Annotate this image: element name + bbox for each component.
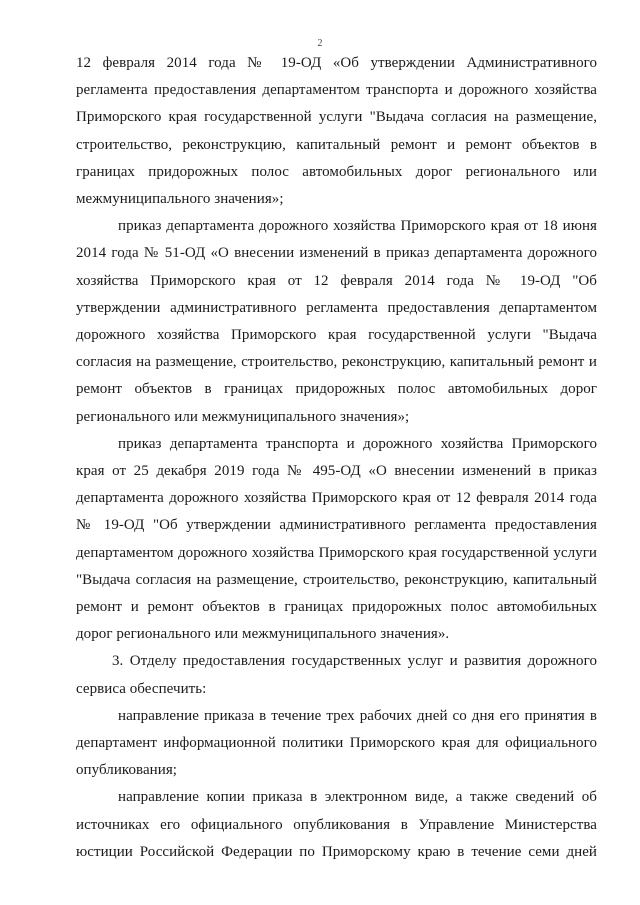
paragraph-item-3-copy: направление копии приказа в электронном виде, а также сведений об источниках его официального опубликования в Управление Министерства юстиции Российской Федерации по Приморскому краю в течение семи дней	[76, 789, 597, 860]
document-body	[76, 50, 597, 866]
page-number: 2	[317, 38, 323, 49]
paragraph-item-3-direction: направление приказа в течение трех рабочих дней со дня его принятия в департамент информационной политики Приморского края для официального опубликования;	[76, 707, 597, 779]
paragraph-order-2014-02-12: 12 февраля 2014 года № 19-ОД «Об утверждении Административного регламента предоставления департаментом транспорта и дорожного хозяйства Приморского края государственной услуги "Выдача согласия на размещение, строительство, реконструкцию, капитальный ремонт и ремонт объектов в границах придорожных полос автомобильных дорог регионального или межмуниципального значения»;	[76, 55, 597, 208]
paragraph-item-3: 3. Отделу предоставления государственных услуг и развития дорожного сервиса обеспечить:	[76, 653, 597, 697]
paragraph-order-2019-12-25: приказ департамента транспорта и дорожного хозяйства Приморского края от 25 декабря 2019 года № 495-ОД «О внесении изменений в приказ департамента дорожного хозяйства Приморского края от 12 февраля 2014 года № 19-ОД "Об утверждении административного регламента предоставления департаментом дорожного хозяйства Приморского края государственной услуги "Выдача согласия на размещение, строительство, реконструкцию, капитальный ремонт и ремонт объектов в границах придорожных полос автомобильных дорог регионального или межмуниципального значения».	[76, 435, 597, 643]
paragraph-order-2014-06-18: приказ департамента дорожного хозяйства Приморского края от 18 июня 2014 года № 51-ОД «О внесении изменений в приказ департамента дорожного хозяйства Приморского края от 12 февраля 2014 года № 19-ОД "Об утверждении административного регламента предоставления департаментом дорожного хозяйства Приморского края государственной услуги "Выдача согласия на размещение, строительство, реконструкцию, капитальный ремонт и ремонт объектов в границах придорожных полос автомобильных дорог регионального или межмуниципального значения»;	[76, 218, 597, 425]
